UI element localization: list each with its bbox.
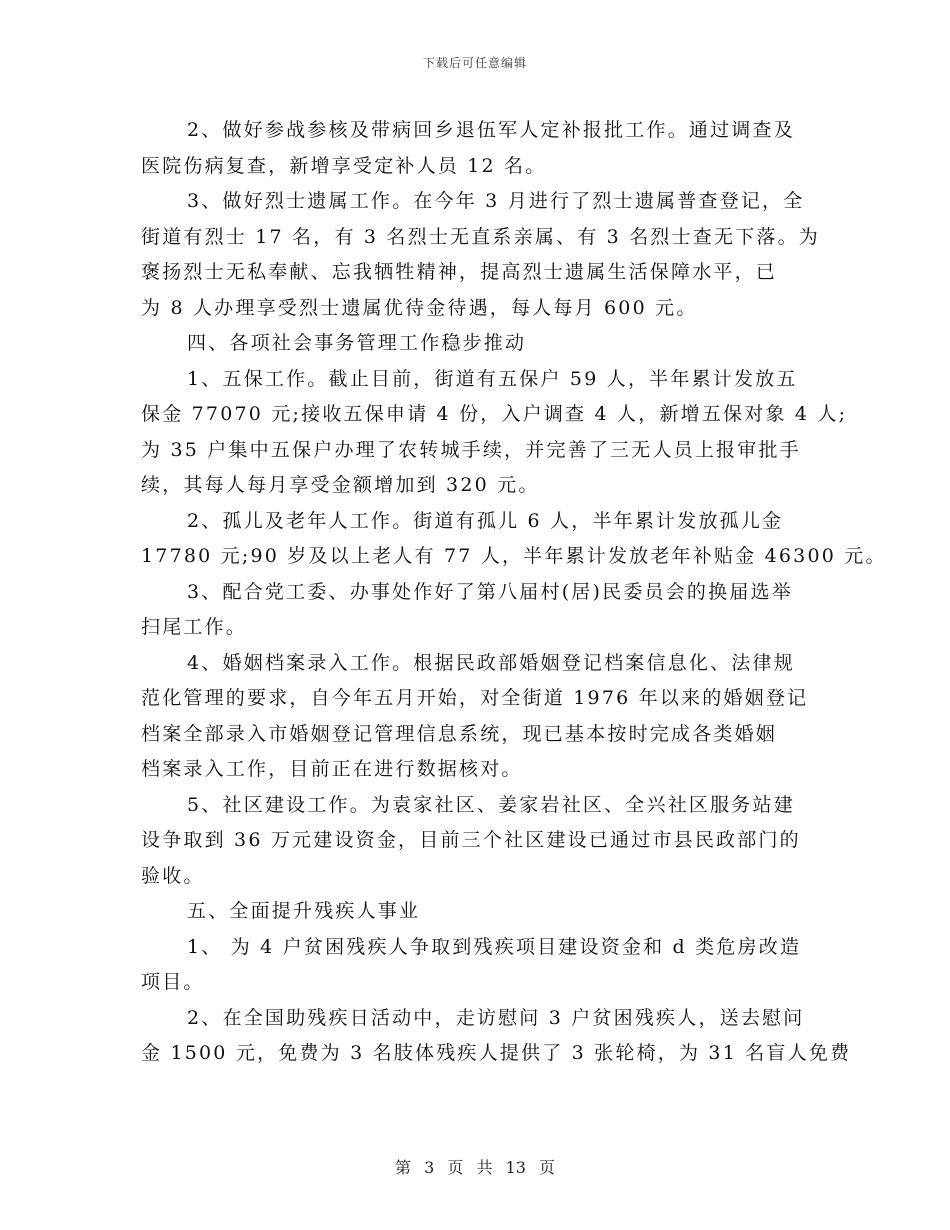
paragraph-line: 2、孤儿及老年人工作。街道有孤儿 6 人，半年累计发放孤儿金 (187, 509, 784, 532)
paragraph-line: 1、五保工作。截止目前，街道有五保户 59 人，半年累计发放五 (187, 367, 798, 390)
paragraph-line: 为 8 人办理享受烈士遗属优待金待遇，每人每月 600 元。 (141, 296, 698, 319)
paragraph-line: 范化管理的要求，自今年五月开始，对全街道 1976 年以来的婚姻登记 (141, 687, 809, 709)
paragraph-line: 2、做好参战参核及带病回乡退伍军人定补报批工作。通过调查及 (187, 119, 795, 141)
paragraph-line: 档案录入工作，目前正在进行数据核对。 (141, 758, 523, 780)
paragraph-line: 扫尾工作。 (141, 616, 248, 638)
document-body (141, 113, 887, 1072)
paragraph-line: 续，其每人每月享受金额增加到 320 元。 (141, 474, 540, 496)
section-heading: 五、全面提升残疾人事业 (187, 900, 421, 922)
section-heading: 四、各项社会事务管理工作稳步推动 (187, 332, 527, 354)
paragraph-line: 3、做好烈士遗属工作。在今年 3 月进行了烈士遗属普查登记，全 (187, 190, 805, 212)
paragraph-line: 2、在全国助残疾日活动中，走访慰问 3 户贫困残疾人，送去慰问 (187, 1006, 805, 1029)
paragraph-line: 17780 元;90 岁及以上老人有 77 人，半年累计发放老年补贴金 46300 元。 (141, 545, 887, 567)
paragraph-line: 5、社区建设工作。为袁家社区、姜家岩社区、全兴社区服务站建 (187, 793, 795, 816)
paragraph-line: 4、婚姻档案录入工作。根据民政部婚姻登记档案信息化、法律规 (187, 651, 795, 674)
paragraph-line: 项目。 (141, 971, 205, 993)
paragraph-line: 3、配合党工委、办事处作好了第八届村(居)民委员会的换届选举 (187, 580, 793, 603)
paragraph-line: 金 1500 元，免费为 3 名肢体残疾人提供了 3 张轮椅，为 31 名盲人免费 (141, 1042, 852, 1064)
paragraph-line: 验收。 (141, 864, 205, 887)
paragraph-line: 1、 为 4 户贫困残疾人争取到残疾项目建设资金和 d 类危房改造 (187, 935, 802, 958)
paragraph-line: 街道有烈士 17 名，有 3 名烈士无直系亲属、有 3 名烈士查无下落。为 (141, 225, 820, 248)
paragraph-line: 褒扬烈士无私奉献、忘我牺牲精神，提高烈士遗属生活保障水平，已 (141, 261, 778, 283)
paragraph-line: 医院伤病复查，新增享受定补人员 12 名。 (141, 154, 547, 177)
page-footer: 第 3 页 共 13 页 (395, 1158, 555, 1177)
paragraph-line: 档案全部录入市婚姻登记管理信息系统，现已基本按时完成各类婚姻 (141, 722, 778, 745)
paragraph-line: 为 35 户集中五保户办理了农转城手续，并完善了三无人员上报审批手 (141, 438, 801, 461)
header-note: 下载后可任意编辑 (422, 56, 527, 70)
paragraph-line: 设争取到 36 万元建设资金，目前三个社区建设已通过市县民政部门的 (141, 829, 801, 851)
paragraph-line: 保金 77070 元;接收五保申请 4 份，入户调查 4 人，新增五保对象 4 人; (141, 403, 848, 425)
